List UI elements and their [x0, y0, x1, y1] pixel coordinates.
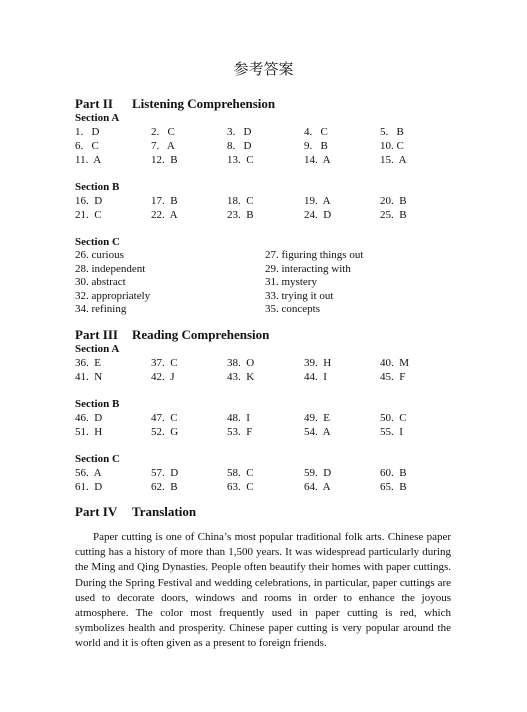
- answer-60: 60. B: [380, 467, 407, 479]
- answer-12: 12. B: [151, 154, 178, 166]
- answer-35: 35. concepts: [265, 303, 320, 315]
- answer-21: 21. C: [75, 209, 102, 221]
- answer-33: 33. trying it out: [265, 290, 334, 302]
- answer-63: 63. C: [227, 481, 254, 493]
- part4-heading: [75, 504, 196, 520]
- answer-49: 49. E: [304, 412, 330, 424]
- answer-36: 36. E: [75, 357, 101, 369]
- answer-64: 64. A: [304, 481, 331, 493]
- part3-heading: [75, 327, 269, 343]
- answer-37: 37. C: [151, 357, 178, 369]
- answer-27: 27. figuring things out: [265, 249, 364, 261]
- answer-30: 30. abstract: [75, 276, 126, 288]
- answer-6: 6. C: [75, 140, 99, 152]
- answer-47: 47. C: [151, 412, 178, 424]
- answer-11: 11. A: [75, 154, 102, 166]
- answer-23: 23. B: [227, 209, 254, 221]
- answer-61: 61. D: [75, 481, 103, 493]
- answer-50: 50. C: [380, 412, 407, 424]
- answer-32: 32. appropriately: [75, 290, 151, 302]
- answer-46: 46. D: [75, 412, 103, 424]
- answer-20: 20. B: [380, 195, 407, 207]
- answer-52: 52. G: [151, 426, 179, 438]
- answer-25: 25. B: [380, 209, 407, 221]
- part4-name: Translation: [132, 504, 197, 519]
- answer-31: 31. mystery: [265, 276, 317, 288]
- answer-1: 1. D: [75, 126, 100, 138]
- answer-8: 8. D: [227, 140, 252, 152]
- answer-13: 13. C: [227, 154, 254, 166]
- answer-16: 16. D: [75, 195, 103, 207]
- answer-39: 39. H: [304, 357, 332, 369]
- answer-24: 24. D: [304, 209, 332, 221]
- part2-heading: [75, 96, 275, 112]
- answer-19: 19. A: [304, 195, 331, 207]
- answer-9: 9. B: [304, 140, 328, 152]
- part2-section-b-label: Section B: [75, 181, 120, 193]
- answer-44: 44. I: [304, 371, 327, 383]
- answer-38: 38. O: [227, 357, 255, 369]
- answer-51: 51. H: [75, 426, 103, 438]
- answer-41: 41. N: [75, 371, 103, 383]
- answer-28: 28. independent: [75, 263, 146, 275]
- answer-14: 14. A: [304, 154, 331, 166]
- part3-number: Part III: [75, 327, 118, 342]
- part2-number: Part II: [75, 96, 113, 111]
- answer-40: 40. M: [380, 357, 410, 369]
- answer-45: 45. F: [380, 371, 406, 383]
- answer-17: 17. B: [151, 195, 178, 207]
- answer-5: 5. B: [380, 126, 404, 138]
- part2-name: Listening Comprehension: [132, 96, 276, 111]
- answer-15: 15. A: [380, 154, 407, 166]
- answer-42: 42. J: [151, 371, 175, 383]
- answer-22: 22. A: [151, 209, 178, 221]
- answer-48: 48. I: [227, 412, 250, 424]
- answer-65: 65. B: [380, 481, 407, 493]
- answer-10: 10. C: [380, 140, 404, 152]
- answer-3: 3. D: [227, 126, 252, 138]
- answer-2: 2. C: [151, 126, 175, 138]
- part3-name: Reading Comprehension: [132, 327, 270, 342]
- page-title: 参考答案: [233, 60, 294, 78]
- answer-26: 26. curious: [75, 249, 124, 261]
- answer-29: 29. interacting with: [265, 263, 351, 275]
- answer-7: 7. A: [151, 140, 175, 152]
- answer-55: 55. I: [380, 426, 403, 438]
- part3-section-c-label: Section C: [75, 453, 120, 465]
- answer-18: 18. C: [227, 195, 254, 207]
- answer-54: 54. A: [304, 426, 331, 438]
- part3-section-b-label: Section B: [75, 398, 120, 410]
- translation-paragraph: Paper cutting is one of China’s most popular traditional folk arts. Chinese paper cutting has a history of more than 1,500 years. It was widespread particularly during the Ming and Qing Dynasties. People often beautify their homes with paper cuttings. During the Spring Festival and wedding celebrations, in particular, paper cuttings are used to decorate doors, windows and rooms in order to enhance the joyous atmosphere. The color most frequently used in paper cutting is red, which symbolizes health and prosperity. Chinese paper cutting is very popular around the world and it is often given as a present to foreign friends.: [75, 531, 451, 650]
- part4-number: Part IV: [75, 504, 118, 519]
- answer-56: 56. A: [75, 467, 102, 479]
- answer-57: 57. D: [151, 467, 179, 479]
- answer-58: 58. C: [227, 467, 254, 479]
- part3-section-a-label: Section A: [75, 343, 120, 355]
- part2-section-c-label: Section C: [75, 236, 120, 248]
- answer-34: 34. refining: [75, 303, 127, 315]
- answer-62: 62. B: [151, 481, 178, 493]
- answer-59: 59. D: [304, 467, 332, 479]
- part2-section-a-label: Section A: [75, 112, 120, 124]
- answer-4: 4. C: [304, 126, 328, 138]
- answer-53: 53. F: [227, 426, 253, 438]
- answer-43: 43. K: [227, 371, 255, 383]
